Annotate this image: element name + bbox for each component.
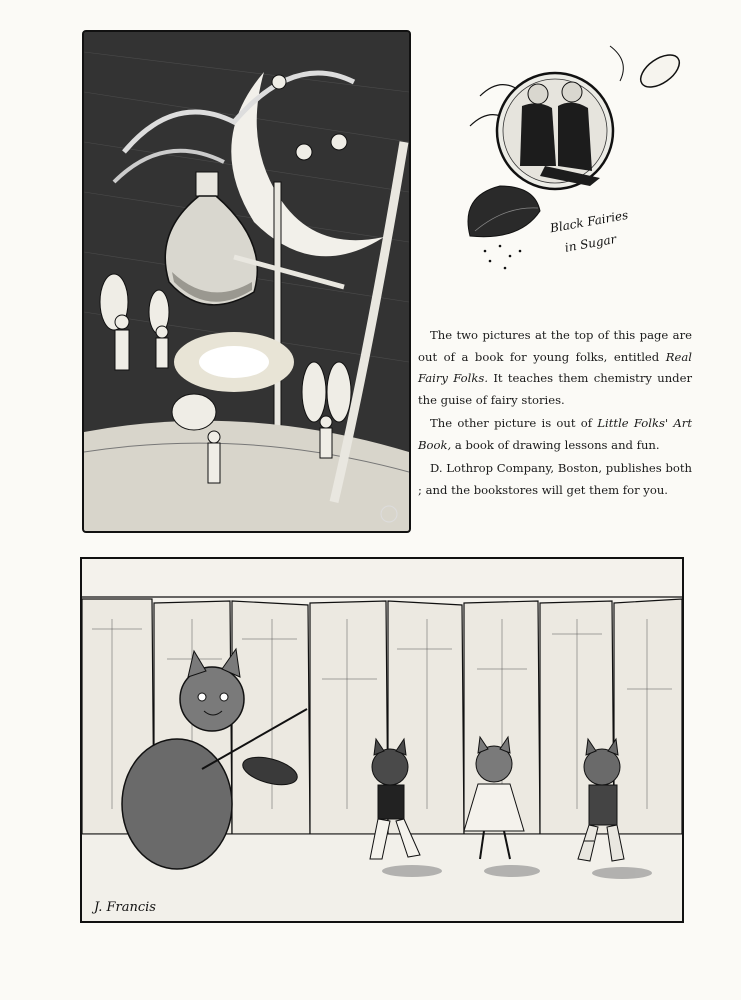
- paragraph-1: [418, 325, 692, 411]
- cats-illustration-art: [82, 559, 682, 921]
- black-fairies-vignette: [460, 36, 690, 276]
- vignette-caption-line2: in Sugar: [563, 231, 618, 255]
- paragraph-2: [418, 413, 692, 456]
- paragraph-3: D. Lothrop Company, Boston, publishes both ; and the bookstores will get them for you.: [418, 461, 692, 497]
- artist-signature: J. Francis: [94, 900, 156, 915]
- vignette-caption-line1: Black Fairies: [549, 207, 630, 236]
- book-title-real-fairy-folks: Real Fairy Folks.: [418, 349, 692, 385]
- p1-text-b: It teaches them chemistry under the guise of fairy stories.: [418, 371, 692, 407]
- book-title-little-folks-art-book: Little Folks' Art Book,: [418, 416, 692, 452]
- article-text: [418, 325, 692, 503]
- p2-text-a: The other picture is out of: [430, 416, 598, 430]
- fairy-chemistry-illustration: [82, 30, 411, 533]
- p2-text-b: a book of drawing lessons and fun.: [451, 437, 660, 452]
- cats-dancing-illustration: [80, 557, 684, 923]
- fairy-illustration-art: [84, 32, 409, 531]
- vignette-art: [460, 36, 690, 276]
- p1-text-a: The two pictures at the top of this page are out of a book for young folks, entitled: [418, 328, 692, 364]
